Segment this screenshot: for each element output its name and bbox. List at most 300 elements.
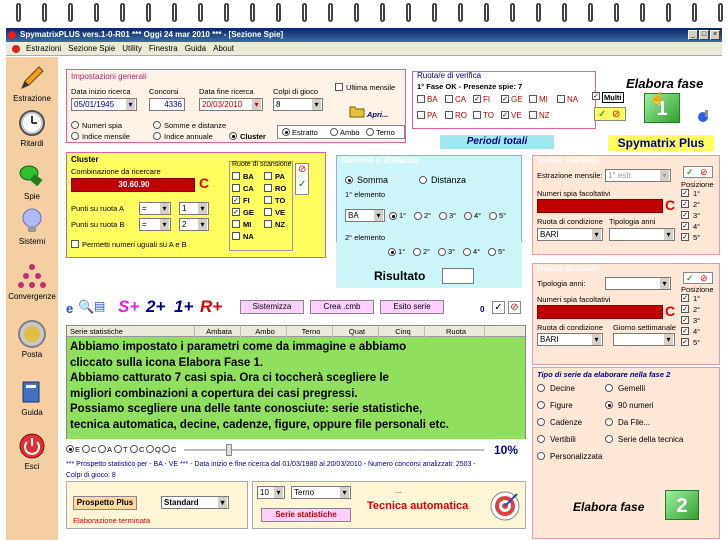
tool-sistemi[interactable] (6, 206, 58, 246)
spiral-ring (120, 3, 125, 22)
column-header[interactable]: Quat (333, 326, 379, 337)
spiral-ring (68, 3, 73, 22)
spiral-ring (302, 3, 307, 22)
posizione-list (681, 189, 717, 249)
position-label: 4° (693, 327, 701, 336)
spiral-ring (276, 3, 281, 22)
ruota-checkbox[interactable] (445, 95, 453, 103)
serie-statistiche-button[interactable]: Serie statistiche (261, 508, 351, 522)
minimize-button[interactable]: _ (688, 30, 698, 40)
spiral-ring (666, 3, 671, 22)
lightbulb-icon (17, 206, 47, 236)
scan-label: GE (243, 208, 254, 217)
el2-positions (388, 247, 518, 257)
tool-ritardi[interactable] (6, 108, 58, 148)
tool-spie[interactable] (6, 161, 58, 201)
cursor-hand-icon: ☝ (650, 91, 665, 105)
position-checkbox[interactable]: ✓ (682, 190, 688, 197)
check-icon[interactable]: ✓ (686, 167, 694, 177)
ambo-label: Ambo (340, 128, 360, 137)
ruota-checkbox[interactable]: ✓ (474, 96, 480, 103)
indice-mensile-label: Indice mensile (82, 132, 130, 141)
main-area (60, 57, 722, 540)
ruota-a-op-select[interactable]: = ▾ (139, 202, 171, 215)
permetti-checkbox[interactable] (71, 240, 79, 248)
filter-label: C (139, 445, 145, 454)
column-header[interactable]: Ambata (195, 326, 241, 337)
tool-label: Ritardi (20, 139, 44, 148)
s-plus-button[interactable]: S+ (118, 297, 140, 316)
data-inizio-select[interactable]: 05/01/1945 ▾ (71, 98, 137, 111)
impostazioni-panel (66, 69, 406, 143)
position-label: 3° (448, 247, 456, 256)
percent-label: 10% (494, 443, 519, 457)
indice-mensile-radio[interactable] (71, 132, 79, 140)
tipo-label: Da File... (618, 418, 651, 427)
combinazione-field[interactable]: 30.60.90 (71, 178, 195, 192)
tipo-label: Cadenze (550, 418, 583, 427)
tool-convergenze[interactable] (6, 261, 58, 301)
clock-icon (17, 108, 47, 138)
tipologia-select[interactable] (609, 228, 675, 241)
ruota-checkbox[interactable]: ✓ (502, 96, 508, 103)
spiral-ring (562, 3, 567, 22)
note-line: Possiamo scegliere una delle tante conosciute: serie statistiche, (70, 403, 423, 415)
filter-label: C (171, 445, 177, 454)
indice-annuale-label: Indice annuale (164, 132, 213, 141)
filter-row (66, 443, 526, 457)
spiral-ring (380, 3, 385, 22)
filter-radio[interactable] (162, 445, 170, 453)
spiral-ring (16, 3, 21, 22)
scansione-title: Ruote di scansione (232, 161, 292, 168)
scansione-right (264, 172, 294, 250)
ruota-label: GE (511, 95, 523, 104)
position-label: 4° (474, 211, 482, 220)
ruota-checkbox[interactable] (529, 95, 537, 103)
ambo-radio[interactable] (330, 128, 338, 136)
position-radio[interactable] (463, 248, 471, 256)
position-label: 5° (498, 247, 506, 256)
scan-label: VE (275, 208, 286, 217)
concorsi-field[interactable]: 4336 (149, 98, 185, 111)
count-label: 0 (480, 305, 485, 314)
spiral-ring (406, 3, 411, 22)
spiral-ring (536, 3, 541, 22)
position-label: 1° (693, 294, 701, 303)
ruota-checkbox[interactable] (417, 111, 425, 119)
panel-title: Indice mensile (537, 155, 600, 165)
tool-posta[interactable] (6, 319, 58, 359)
scan-checkbox[interactable]: ✓ (233, 197, 239, 204)
ultima-mensile-checkbox[interactable] (335, 83, 343, 91)
multi-checkbox[interactable]: ✓ (593, 93, 599, 100)
column-header[interactable]: Ambo (241, 326, 287, 337)
tipo-radio[interactable] (605, 401, 613, 409)
prospetto-plus-button[interactable]: Prospetto Plus (73, 496, 137, 510)
spiral-ring (640, 3, 645, 22)
cancel-icon[interactable]: ⊘ (700, 273, 708, 283)
ruota-a-val-select[interactable]: 1 ▾ (179, 202, 209, 215)
menu-item[interactable]: About (213, 44, 235, 53)
data-fine-select[interactable]: 20/03/2010 ▾ (199, 98, 263, 111)
check-icon[interactable]: ✓ (492, 301, 505, 314)
estrazione-select[interactable]: 1° estr. ▾ (605, 169, 671, 182)
scan-label: NZ (275, 220, 285, 229)
ultima-mensile-label: Ultima mensile (346, 83, 396, 92)
note-line: tecnica automatica, decine, cadenze, figure, oppure file personali etc. (70, 418, 449, 431)
numeri-spia-field[interactable] (537, 305, 663, 319)
tipo-radio[interactable] (605, 418, 613, 426)
cluster-panel (66, 152, 326, 258)
ruota-label: NZ (539, 111, 550, 120)
ruota-label: MI (539, 95, 548, 104)
pencil-icon (17, 63, 47, 93)
ruota-b-val-select[interactable]: 2 ▾ (179, 218, 209, 231)
data-fine-label: Data fine ricerca (199, 87, 254, 96)
scan-checkbox[interactable] (232, 220, 240, 228)
elabora-fase-2-label: Elabora fase (573, 500, 645, 514)
giorno-select[interactable] (613, 333, 675, 346)
somma-radio[interactable] (345, 176, 353, 184)
one-plus-button[interactable]: 1+ (174, 297, 194, 316)
ruota-label: CA (455, 95, 467, 104)
scan-label: RO (275, 184, 287, 193)
ruota-label: RO (455, 111, 467, 120)
concorsi-label: Concorsi (149, 87, 179, 96)
ruota-label: PA (427, 111, 438, 120)
app-icon (8, 31, 16, 39)
target-icon[interactable] (489, 490, 521, 522)
tool-esci[interactable] (6, 431, 58, 471)
indice-annuale-panel (532, 263, 720, 365)
panel-title: Cluster (71, 155, 99, 164)
indice-annuale-radio[interactable] (153, 132, 161, 140)
position-checkbox[interactable]: ✓ (682, 328, 688, 335)
cancel-icon[interactable]: ⊘ (508, 301, 521, 314)
tool-label: Estrazione (13, 94, 51, 103)
scan-checkbox[interactable] (264, 184, 272, 192)
cluster-radio[interactable] (229, 132, 237, 140)
position-radio[interactable] (413, 248, 421, 256)
ruota-a-label: Punti su ruota A (71, 204, 124, 213)
tools-icon[interactable] (696, 109, 710, 123)
cluster-label: Cluster (240, 132, 266, 141)
posizione-label: Posizione (681, 180, 714, 189)
app-menu-icon[interactable] (12, 45, 20, 53)
ruota-checkbox[interactable] (557, 95, 565, 103)
panel-title: Impostazioni generali (71, 72, 147, 81)
dots-label: ... (395, 486, 402, 495)
position-checkbox[interactable]: ✓ (682, 339, 688, 346)
el1-select[interactable]: BA ▾ (345, 209, 385, 222)
tipo-right (605, 384, 715, 474)
column-header[interactable]: Ruota (425, 326, 485, 337)
ruota-label: TO (483, 111, 494, 120)
tipo-label: Gemelli (618, 384, 646, 393)
filter-radio[interactable] (98, 445, 106, 453)
spiral-ring (484, 3, 489, 22)
position-radio[interactable] (488, 248, 496, 256)
distanza-radio[interactable] (419, 176, 427, 184)
elaborazione-status: Elaborazione terminata (73, 516, 151, 525)
window-title: SpymatrixPLUS vers.1-0-R01 *** Oggi 24 mar 2010 *** - [Sezione Spie] (20, 30, 284, 39)
maximize-button[interactable]: □ (699, 30, 709, 40)
position-radio[interactable] (464, 212, 472, 220)
position-label: 1° (693, 189, 701, 198)
elabora-fase-1-button[interactable]: 1 (644, 93, 680, 123)
tool-label: Esci (24, 462, 40, 471)
window-title-bar (6, 28, 722, 42)
somme-radio[interactable] (153, 121, 161, 129)
scan-label: MI (243, 220, 252, 229)
filter-radios (66, 445, 176, 455)
position-checkbox[interactable]: ✓ (682, 223, 688, 230)
coin-icon (17, 319, 47, 349)
progress-slider[interactable] (226, 444, 232, 456)
c-button[interactable]: C (665, 303, 676, 319)
note-line: cliccato sulla icona Elabora Fase 1. (70, 356, 264, 369)
estratto-radio[interactable] (282, 128, 290, 136)
position-label: 1° (398, 247, 406, 256)
spiral-ring (588, 3, 593, 22)
column-header[interactable]: Terno (287, 326, 333, 337)
position-radio[interactable] (489, 212, 497, 220)
open-folder-icon[interactable] (349, 104, 365, 118)
cluster-confirm (295, 163, 309, 195)
menu-item[interactable]: Estrazioni (26, 44, 62, 53)
tipologia-label: Tipologia anni (609, 217, 656, 226)
position-radio[interactable] (388, 248, 396, 256)
cancel-icon[interactable]: ⊘ (700, 167, 708, 177)
indice-mensile-panel (532, 155, 720, 255)
confirm-group (594, 107, 626, 121)
annuale-confirm (683, 272, 713, 284)
tipo-radio[interactable] (537, 401, 545, 409)
scan-label: BA (243, 172, 254, 181)
data-inizio-label: Data inizio ricerca (71, 87, 131, 96)
periodi-totali-button[interactable]: Periodi totali (440, 135, 554, 149)
tipo-serie-panel (532, 367, 720, 539)
ruota-checkbox[interactable] (473, 111, 481, 119)
filter-radio[interactable] (114, 445, 122, 453)
close-button[interactable]: × (710, 30, 720, 40)
tipologia-select[interactable] (605, 277, 671, 290)
c-button[interactable]: C (665, 197, 676, 213)
spiral-ring (328, 3, 333, 22)
scan-checkbox[interactable] (264, 220, 272, 228)
ruota-verifica-panel (412, 71, 596, 129)
r-plus-button[interactable]: R+ (200, 297, 223, 316)
tipo-label: Personalizzata (550, 452, 603, 461)
position-radio[interactable] (439, 212, 447, 220)
cancel-icon[interactable]: ⊘ (298, 164, 307, 175)
estratto-label: Estratto (292, 128, 318, 137)
tool-label: Posta (21, 350, 43, 359)
posizione-label: Posizione (681, 285, 714, 294)
tipo-radio[interactable] (537, 452, 545, 460)
mensile-confirm (683, 166, 713, 178)
tipo-radio[interactable] (537, 435, 545, 443)
column-header[interactable]: Cinq (379, 326, 425, 337)
ruota-checkbox[interactable] (445, 111, 453, 119)
scan-label: TO (275, 196, 286, 205)
column-header[interactable]: Serie statistiche (67, 326, 195, 337)
print-icon[interactable]: ▤ (94, 299, 106, 313)
scan-checkbox[interactable] (264, 196, 272, 204)
colpi-text: Colpi di gioco: 8 (66, 472, 116, 479)
tipo-radio[interactable] (605, 384, 613, 392)
spiral-ring (458, 3, 463, 22)
note-line: migliori combinazioni a copertura dei casi pregressi. (70, 387, 358, 400)
check-icon[interactable]: ✓ (686, 273, 694, 283)
spiral-ring (198, 3, 203, 22)
convergence-icon (17, 261, 47, 291)
prospetto-text: *** Prospetto statistico per - BA - VE *** - Data inizio e fine ricerca dal 01/03/1980 al 20/03/2010 - Numero concorsi analizzati: 2503 - (66, 461, 476, 468)
ruota-label: BA (427, 95, 438, 104)
spiral-ring (42, 3, 47, 22)
filter-label: Q (155, 445, 161, 454)
note-line: Abbiamo impostato i parametri come da immagine e abbiamo (70, 341, 407, 353)
spiral-ring (718, 3, 723, 22)
position-checkbox[interactable]: ✓ (682, 295, 688, 302)
esito-serie-button[interactable]: Esito serie (380, 300, 444, 314)
scan-checkbox[interactable] (232, 232, 240, 240)
spiral-ring (172, 3, 177, 22)
ruota-b-op-select[interactable]: = ▾ (139, 218, 171, 231)
position-checkbox[interactable]: ✓ (682, 201, 688, 208)
tool-label: Sistemi (18, 237, 46, 246)
filter-radio[interactable] (66, 445, 74, 453)
numeri-spia-label: Numeri spia (82, 121, 123, 130)
ruota-label: NA (567, 95, 579, 104)
scan-checkbox[interactable] (264, 208, 272, 216)
el2-label: 2° elemento (345, 233, 386, 242)
c-button[interactable]: C (199, 175, 210, 191)
spiral-ring (224, 3, 229, 22)
tipo-radio[interactable] (537, 384, 545, 392)
two-plus-button[interactable]: 2+ (146, 297, 166, 316)
left-toolbar (6, 57, 58, 540)
menu-item[interactable]: Utility (122, 44, 142, 53)
position-label: 4° (693, 222, 701, 231)
elabora-fase-2-button[interactable]: 2 (665, 490, 699, 520)
ruota-select[interactable]: BARI ▾ (537, 228, 603, 241)
position-checkbox[interactable]: ✓ (682, 306, 688, 313)
tipo-radio[interactable] (605, 435, 613, 443)
ruota-label: FI (483, 95, 491, 104)
panel-title: Somme e distanze (341, 155, 420, 165)
scan-label: FI (243, 196, 250, 205)
tipo-label: Figure (550, 401, 573, 410)
check-icon[interactable]: ✓ (598, 109, 607, 120)
search-icon[interactable]: 🔍 (78, 299, 95, 314)
elabora-fase-1-label: Elabora fase (626, 76, 704, 91)
position-checkbox[interactable]: ✓ (682, 212, 688, 219)
position-checkbox[interactable]: ✓ (682, 234, 688, 241)
filter-radio[interactable] (130, 445, 138, 453)
count-select[interactable]: 10 ▾ (257, 486, 285, 499)
somme-panel-lower (336, 242, 522, 288)
prospetto-panel (66, 481, 248, 529)
ruota-select[interactable]: BARI ▾ (537, 333, 603, 346)
position-label: 2° (423, 247, 431, 256)
position-checkbox[interactable]: ✓ (682, 317, 688, 324)
menu-item[interactable]: Guida (184, 44, 207, 53)
somma-label: Somma (357, 175, 389, 185)
scan-checkbox[interactable] (264, 172, 272, 180)
numeri-spia-radio[interactable] (71, 121, 79, 129)
estrazione-label: Estrazione mensile: (537, 171, 603, 180)
table-header (67, 326, 525, 337)
scan-checkbox[interactable] (232, 184, 240, 192)
menu-item[interactable]: Finestra (148, 44, 178, 53)
tipo-label: 90 numeri (618, 401, 654, 410)
internet-icon[interactable]: e (66, 301, 74, 316)
colpi-select[interactable]: 8 ▾ (273, 98, 323, 111)
menu-bar (6, 42, 722, 56)
position-label: 3° (693, 316, 701, 325)
position-radio[interactable] (438, 248, 446, 256)
scan-checkbox[interactable]: ✓ (233, 209, 239, 216)
ruota-label: VE (511, 111, 522, 120)
position-label: 2° (693, 200, 701, 209)
position-label: 4° (473, 247, 481, 256)
ruota-checkbox[interactable]: ✓ (502, 112, 508, 119)
standard-select[interactable]: Standard ▾ (161, 496, 229, 509)
menu-item[interactable]: Sezione Spie (68, 44, 116, 53)
posizione-list (681, 294, 717, 354)
numeri-label: Numeri spia facoltativi (537, 189, 611, 198)
multi-label: Multi (604, 93, 622, 102)
terno-radio[interactable] (366, 128, 374, 136)
serie-toolbar (66, 299, 526, 319)
ruota-checkbox[interactable] (529, 111, 537, 119)
el1-positions (389, 211, 519, 221)
tool-estrazione[interactable] (6, 63, 58, 103)
giorno-label: Giorno settimanale (613, 323, 676, 332)
ruota-b-label: Punti su ruota B (71, 220, 125, 229)
scan-label: CA (243, 184, 254, 193)
filter-radio[interactable] (146, 445, 154, 453)
cancel-icon[interactable]: ⊘ (612, 109, 621, 120)
tecnica-automatica-label: Tecnica automatica (367, 500, 469, 512)
panel-title: Tipo di serie da elaborare nella fase 2 (537, 370, 671, 379)
apri-link[interactable]: Apri... (367, 110, 389, 119)
permetti-label: Permetti numeri uguali su A e B (82, 240, 187, 249)
scan-checkbox[interactable] (232, 172, 240, 180)
risultato-field[interactable] (442, 268, 474, 284)
crea-cmb-button[interactable]: Crea .cmb (310, 300, 374, 314)
spiral-ring (146, 3, 151, 22)
tipo-radio[interactable] (537, 418, 545, 426)
ruota-label: Ruota di condizione (537, 323, 603, 332)
position-label: 3° (449, 211, 457, 220)
sorte-select[interactable]: Terno ▾ (291, 486, 351, 499)
position-radio[interactable] (414, 212, 422, 220)
tipo-label: Vertibili (550, 435, 576, 444)
tool-guida[interactable] (6, 377, 58, 417)
tipo-label: Decine (550, 384, 575, 393)
filter-radio[interactable] (82, 445, 90, 453)
position-radio[interactable] (389, 212, 397, 220)
check-icon[interactable]: ✓ (298, 179, 307, 190)
tool-label: Convergenze (8, 292, 56, 301)
el1-label: 1° elemento (345, 190, 386, 199)
ruota-checkbox[interactable] (417, 95, 425, 103)
sistemizza-button[interactable]: Sistemizza (240, 300, 304, 314)
numeri-spia-field[interactable] (537, 199, 663, 213)
